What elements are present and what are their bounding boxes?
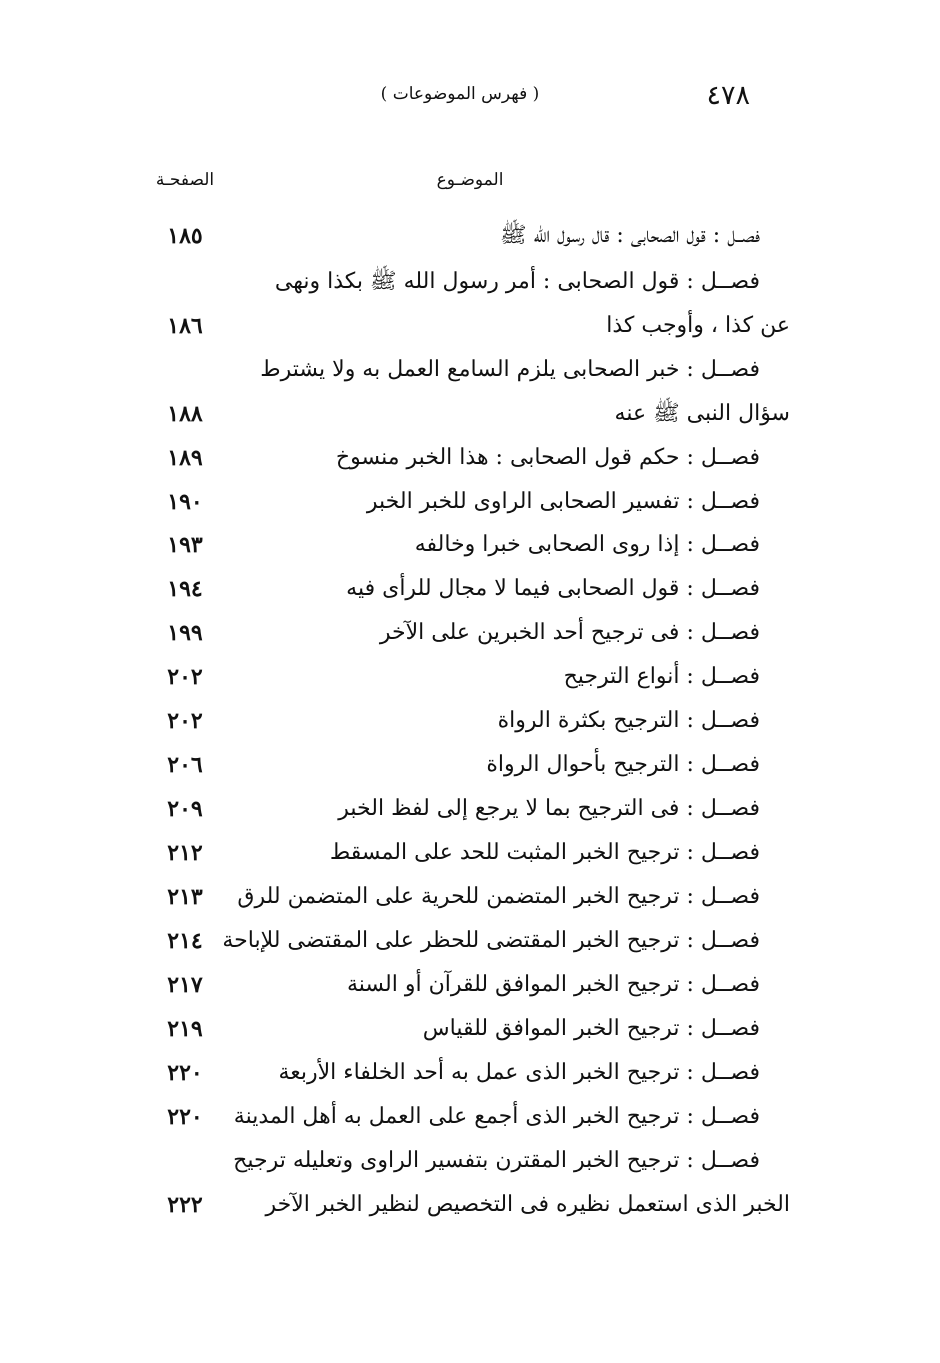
toc-entry-page: ١٨٩ xyxy=(167,445,203,471)
toc-entry-text: فصــل : الترجيح بأحوال الرواة xyxy=(486,752,760,777)
toc-entry-page: ٢٠٢ xyxy=(167,664,203,690)
toc-entry-page: ٢١٧ xyxy=(167,972,203,998)
toc-entry-text: فصــل : ترجيح الخبر الذى عمل به أحد الخلفاء الأربعة xyxy=(278,1060,760,1085)
toc-row xyxy=(150,1185,790,1225)
toc-entry-page: ٢١٩ xyxy=(167,1016,203,1042)
toc-row xyxy=(150,394,790,434)
toc-row xyxy=(150,216,790,256)
toc-row xyxy=(150,525,790,565)
toc-entry-page: ٢٠٩ xyxy=(167,796,203,822)
toc-entry-page: ٢٠٦ xyxy=(167,752,203,778)
toc-entry-text: فصــل : إذا روى الصحابى خبرا وخالفه xyxy=(414,532,760,557)
toc-entry-page: ٢٢٠ xyxy=(167,1104,203,1130)
toc-row xyxy=(150,438,790,478)
toc-row xyxy=(150,745,790,785)
toc-row xyxy=(150,613,790,653)
toc-entry-page: ١٩٩ xyxy=(167,620,203,646)
toc-entry-text: فصــل : ترجيح الخبر المثبت للحد على المسقط xyxy=(329,840,760,865)
toc-entry-page xyxy=(150,262,220,302)
toc-row xyxy=(150,1009,790,1049)
toc-entry-text: فصــل : فى ترجيح أحد الخبرين على الآخر xyxy=(379,620,760,645)
toc-row xyxy=(150,1141,790,1181)
toc-row xyxy=(150,701,790,741)
toc-entry-text: فصــل : ترجيح الخبر الذى أجمع على العمل به أهل المدينة xyxy=(233,1104,760,1129)
running-title: ( فهرس الموضوعات ) xyxy=(380,84,540,104)
toc-entry-text: عن كذا ، وأوجب كذا xyxy=(606,313,790,338)
toc-row xyxy=(150,833,790,873)
toc-row xyxy=(150,1097,790,1137)
toc-entry-page xyxy=(150,350,220,390)
toc-entry-text: الخبر الذى استعمل نظيره فى التخصيص لنظير الخبر الآخر xyxy=(265,1192,790,1217)
column-header-page: الصفحـة xyxy=(155,170,215,190)
toc-row xyxy=(150,350,790,390)
toc-entry-page: ١٨٦ xyxy=(167,313,203,339)
page-number: ٤٧٨ xyxy=(706,80,750,111)
toc-entry-text: فصــل : خبر الصحابى يلزم السامع العمل به ولا يشترط xyxy=(260,357,760,382)
toc-entry-text: فصــل : ترجيح الخبر الموافق للقرآن أو السنة xyxy=(346,972,760,997)
toc-entry-text: فصــل : تفسير الصحابى الراوى للخبر الخبر xyxy=(366,489,760,514)
toc-row xyxy=(150,789,790,829)
toc-row xyxy=(150,921,790,961)
toc-row xyxy=(150,482,790,522)
toc-entry-page: ٢١٣ xyxy=(167,884,203,910)
toc-entry-text: فصــل : ترجيح الخبر المتضمن للحرية على المتضمن للرق xyxy=(237,884,760,909)
toc-entry-page: ٢١٤ xyxy=(167,928,203,954)
toc-row xyxy=(150,569,790,609)
toc-entry-text: سؤال النبى ﷺ عنه xyxy=(614,401,790,426)
toc-entry-page xyxy=(150,1141,220,1181)
toc-entry-page: ١٨٨ xyxy=(167,401,203,427)
toc-entry-text: فصــل : حكم قول الصحابى : هذا الخبر منسوخ xyxy=(335,445,760,470)
toc-entry-text: فصــل : قول الصحابى : أمر رسول الله ﷺ بكذا ونهى xyxy=(274,269,760,294)
toc-entry-text: فصــل : ترجيح الخبر المقتضى للحظر على المقتضى للإباحة xyxy=(222,928,760,953)
toc-row xyxy=(150,965,790,1005)
toc-entry-page: ١٩٤ xyxy=(167,576,203,602)
toc-entry-text: فصــل : أنواع الترجيح xyxy=(563,664,760,689)
toc-entry-page: ١٩٣ xyxy=(167,532,203,558)
toc-row xyxy=(150,657,790,697)
toc-row xyxy=(150,262,790,302)
toc-entry-text: فصــل : قول الصحابى فيما لا مجال للرأى فيه xyxy=(346,576,760,601)
toc-entry-text: فصــل : ترجيح الخبر الموافق للقياس xyxy=(422,1016,760,1041)
toc-entry-text: فصــل : ترجيح الخبر المقترن بتفسير الراوى وتعليله ترجيح xyxy=(233,1148,760,1173)
toc-entry-page: ٢٢٠ xyxy=(167,1060,203,1086)
toc-entry-page: ١٨٥ xyxy=(167,223,203,249)
toc-entry-page: ٢١٢ xyxy=(167,840,203,866)
toc-entry-page: ٢٠٢ xyxy=(167,708,203,734)
toc-entry-page: ٢٢٢ xyxy=(167,1192,203,1218)
toc-row xyxy=(150,1053,790,1093)
column-header-topic: الموضـوع xyxy=(436,170,504,190)
toc-entry-page: ١٩٠ xyxy=(167,489,203,515)
toc-row xyxy=(150,306,790,346)
toc-entry-text: فصــل : فى الترجيح بما لا يرجع إلى لفظ الخبر xyxy=(338,796,760,821)
toc-row xyxy=(150,877,790,917)
toc-entry-text: فصــل : الترجيح بكثرة الرواة xyxy=(497,708,760,733)
toc-entry-text: فصــل : قول الصحابى : قال رسول الله ﷺ xyxy=(500,223,760,248)
